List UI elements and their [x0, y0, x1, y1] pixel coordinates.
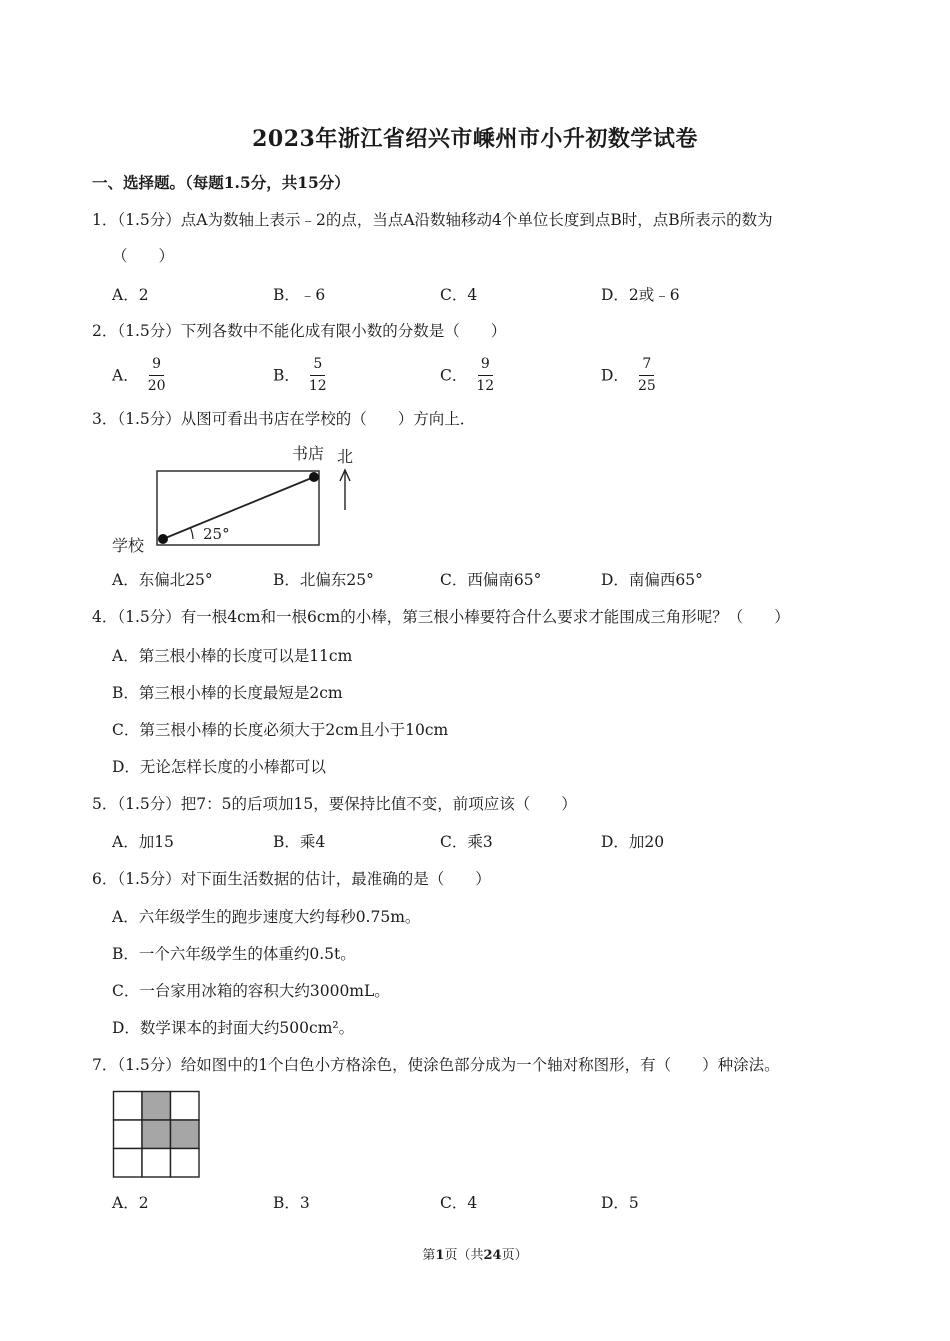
- footer-suffix: 页）: [501, 1248, 528, 1263]
- page-footer: [0, 1244, 950, 1263]
- footer-middle: 页（共: [444, 1248, 484, 1263]
- school-dot: [158, 534, 168, 544]
- grid-cell-shaded: [142, 1120, 171, 1149]
- school-label: 学校: [112, 536, 145, 555]
- q4-option-b: B．第三根小棒的长度最短是2cm: [112, 684, 343, 702]
- q2-option-c: [440, 356, 497, 395]
- q3-option-a: A．东偏北25°: [112, 571, 213, 589]
- fraction-numerator: 9: [478, 356, 493, 376]
- fraction-numerator: 7: [639, 356, 654, 376]
- footer-page-number: 1: [435, 1248, 445, 1263]
- q7-option-b: B．3: [273, 1194, 310, 1212]
- q2-option-d: [601, 356, 659, 395]
- q2-option-a-fraction: [145, 356, 169, 395]
- q7-option-a: A．2: [112, 1194, 149, 1212]
- q5-option-c: C．乘3: [440, 833, 493, 851]
- q3-option-d: D．南偏西65°: [601, 571, 703, 589]
- question-6-stem: 6．（1.5分）对下面生活数据的估计，最准确的是（ ）: [92, 870, 491, 888]
- question-1-stem: 1．（1.5分）点A为数轴上表示﹣2的点，当点A沿数轴移动4个单位长度到点B时，点B所表示的数为: [92, 211, 773, 229]
- direction-figure: [100, 438, 380, 563]
- school-to-bookstore-line: [163, 477, 314, 539]
- fraction-numerator: 5: [310, 356, 325, 376]
- q2-option-d-fraction: [635, 356, 659, 395]
- fraction-denominator: 20: [147, 378, 166, 394]
- bookstore-label: 书店: [292, 444, 325, 463]
- fraction-denominator: 12: [308, 378, 327, 394]
- question-2-stem: 2．（1.5分）下列各数中不能化成有限小数的分数是（ ）: [92, 322, 507, 340]
- grid-cell-white: [171, 1092, 200, 1121]
- grid-cell-white: [171, 1149, 200, 1178]
- q6-option-b: B．一个六年级学生的体重约0.5t。: [112, 945, 356, 963]
- fraction-numerator: 9: [149, 356, 164, 376]
- q6-option-a: A．六年级学生的跑步速度大约每秒0.75m。: [112, 908, 421, 926]
- q6-option-c: C．一台家用冰箱的容积大约3000mL。: [112, 982, 390, 1000]
- grid-cell-shaded: [142, 1092, 171, 1121]
- q4-option-a: A．第三根小棒的长度可以是11cm: [112, 647, 353, 665]
- q4-option-d: D．无论怎样长度的小棒都可以: [112, 758, 326, 776]
- grid-cell-white: [114, 1120, 143, 1149]
- q1-option-d: D．2或﹣6: [601, 286, 680, 304]
- q1-option-c: C．4: [440, 286, 478, 304]
- q3-option-c: C．西偏南65°: [440, 571, 542, 589]
- page-title: 2023年浙江省绍兴市嵊州市小升初数学试卷: [252, 126, 698, 152]
- q5-option-a: A．加15: [112, 833, 174, 851]
- grid-figure: [112, 1090, 202, 1178]
- question-3-stem: 3．（1.5分）从图可看出书店在学校的（ ）方向上．: [92, 410, 476, 428]
- angle-label: 25°: [203, 525, 230, 543]
- fraction-denominator: 25: [637, 378, 656, 394]
- q4-option-c: C．第三根小棒的长度必须大于2cm且小于10cm: [112, 721, 449, 739]
- q1-option-b: B．﹣6: [273, 286, 326, 304]
- q2-option-b-label: B．: [273, 366, 300, 385]
- q1-option-a: A．2: [112, 286, 149, 304]
- question-4-stem: 4．（1.5分）有一根4cm和一根6cm的小棒，第三根小棒要符合什么要求才能围成三角形呢？（ ）: [92, 608, 790, 626]
- q2-option-d-label: D．: [601, 366, 629, 385]
- question-1-bracket: （ ）: [112, 247, 175, 265]
- grid-cell-white: [114, 1149, 143, 1178]
- footer-total-pages: 24: [483, 1248, 502, 1263]
- q2-option-c-label: C．: [440, 366, 468, 385]
- q2-option-b: [273, 356, 330, 395]
- q2-option-a: [112, 356, 169, 395]
- question-7-stem: 7．（1.5分）给如图中的1个白色小方格涂色，使涂色部分成为一个轴对称图形，有（ ）种涂法。: [92, 1056, 780, 1074]
- north-label: 北: [337, 447, 354, 466]
- q2-option-a-label: A．: [112, 366, 139, 385]
- bookstore-dot: [309, 472, 319, 482]
- q2-option-b-fraction: [306, 356, 330, 395]
- q6-option-d: D．数学课本的封面大约500cm²。: [112, 1019, 355, 1037]
- q5-option-d: D．加20: [601, 833, 665, 851]
- fraction-denominator: 12: [476, 378, 495, 394]
- footer-prefix: 第: [422, 1248, 436, 1263]
- angle-arc: [190, 527, 193, 539]
- q7-option-d: D．5: [601, 1194, 639, 1212]
- q3-option-b: B．北偏东25°: [273, 571, 374, 589]
- q7-option-c: C．4: [440, 1194, 478, 1212]
- question-5-stem: 5．（1.5分）把7：5的后项加15，要保持比值不变，前项应该（ ）: [92, 795, 577, 813]
- grid-cell-white: [142, 1149, 171, 1178]
- grid-cell-white: [114, 1092, 143, 1121]
- grid-cell-shaded: [171, 1120, 200, 1149]
- section-heading: 一、选择题。（每题1.5分，共15分）: [92, 173, 350, 192]
- q2-option-c-fraction: [473, 356, 497, 395]
- q5-option-b: B．乘4: [273, 833, 326, 851]
